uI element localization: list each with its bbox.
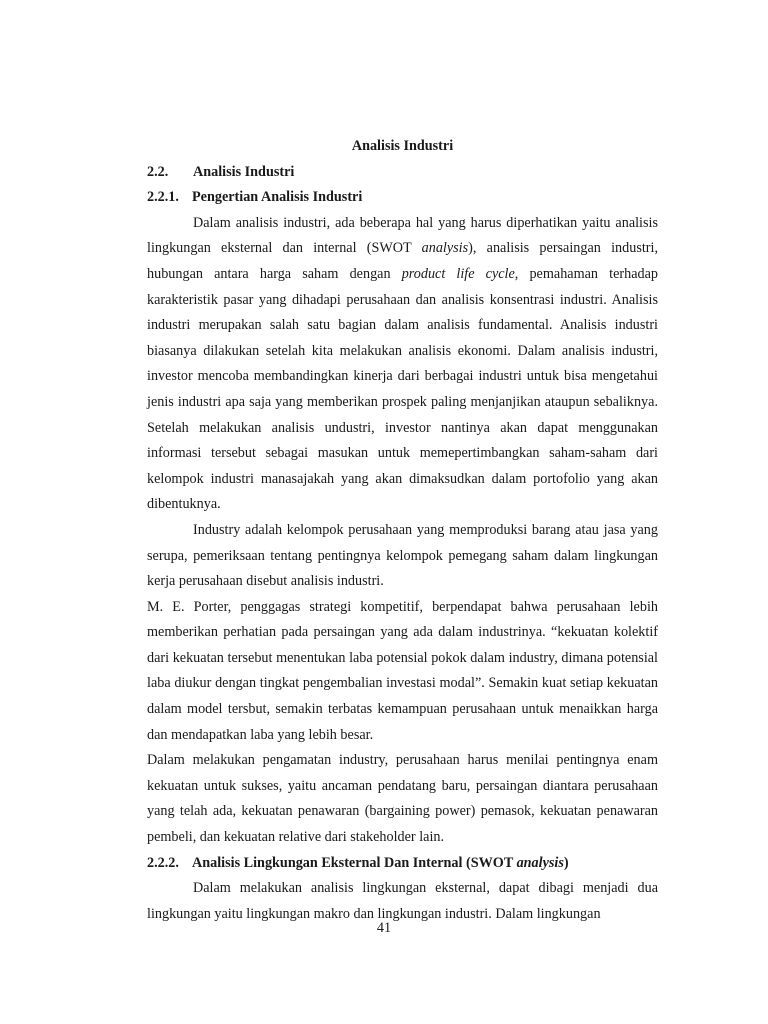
section-heading — [147, 160, 658, 186]
subsection-title-2a: Analisis Lingkungan Eksternal Dan Internal (SWOT — [192, 854, 517, 871]
page-content — [147, 134, 658, 927]
paragraph-1 — [147, 211, 658, 518]
section-title: Analisis Industri — [193, 163, 295, 180]
paragraph-1-italic-analysis: analysis — [421, 240, 469, 257]
paragraph-4: Dalam melakukan pengamatan industry, perusahaan harus menilai pentingnya enam kekuatan untuk sukses, yaitu ancaman pendatang baru, persaingan diantara perusahaan yang telah ada, kekuatan penawaran (bargaining power) pemasok, kekuatan penawaran pembeli, dan kekuatan relative dari stakeholder lain. — [147, 752, 658, 846]
subsection-title-2-italic: analysis — [516, 854, 564, 871]
subsection-heading-2 — [147, 851, 658, 877]
subsection-title-2c: ) — [563, 854, 569, 871]
subsection-heading-1 — [147, 185, 658, 211]
subsection-title-1: Pengertian Analisis Industri — [192, 189, 363, 206]
paragraph-1-text-a: Dalam analisis industri, ada beberapa hal yang harus diperhatikan yaitu analisis lingkungan eksternal dan internal (SWOT — [147, 214, 658, 257]
paragraph-3: M. E. Porter, penggagas strategi kompetitif, berpendapat bahwa perusahaan lebih memberikan perhatian pada persaingan yang ada dalam industrinya. “kekuatan kolektif dari kekuatan tersebut menentukan laba potensial pokok dalam industry, dimana potensial laba diukur dengan tingkat pengembalian investasi modal”. Semakin kuat setiap kekuatan dalam model tersbut, semakin terbatas kemampuan perusahaan untuk menaikkan harga dan mendapatkan laba yang lebih besar. — [147, 598, 658, 743]
section-number: 2.2. — [147, 163, 169, 180]
subsection-number-1: 2.2.1. — [147, 189, 179, 206]
paragraph-1-text-e: pemahaman terhadap karakteristik pasar yang dihadapi perusahaan dan analisis konsentrasi industri. Analisis industri merupakan salah satu bagian dalam analisis fundamental. Analisis industri biasanya dilakukan setelah kita melakukan analisis ekonomi. Dalam analisis industri, investor mencoba membandingkan kinerja dari berbagai industri untuk bisa mengetahui jenis industri apa saja yang memberikan prospek paling menjanjikan ataupun sebaliknya. Setelah melakukan analisis undustri, investor nantinya akan dapat menggunakan informasi tersebut sebagai masukan untuk memepertimbangkan saham-saham dari kelompok industri manasajakah yang akan dimaksudkan dalam portofolio yang akan dibentuknya. — [147, 265, 658, 513]
paragraph-1-italic-plc: product life cycle, — [401, 265, 519, 282]
page-number: 41 — [376, 920, 392, 936]
page-title: Analisis Industri — [351, 138, 454, 154]
subsection-number-2: 2.2.2. — [147, 854, 179, 871]
paragraph-5: Dalam melakukan analisis lingkungan eksternal, dapat dibagi menjadi dua lingkungan yaitu lingkungan makro dan lingkungan industri. Dalam lingkungan — [147, 880, 658, 922]
paragraph-1-text-c: ), analisis persaingan industri, hubungan antara harga saham dengan — [147, 240, 658, 282]
paragraph-2: Industry adalah kelompok perusahaan yang memproduksi barang atau jasa yang serupa, pemeriksaan tentang pentingnya kelompok pemegang saham dalam lingkungan kerja perusahaan disebut analisis industri. — [147, 521, 658, 590]
